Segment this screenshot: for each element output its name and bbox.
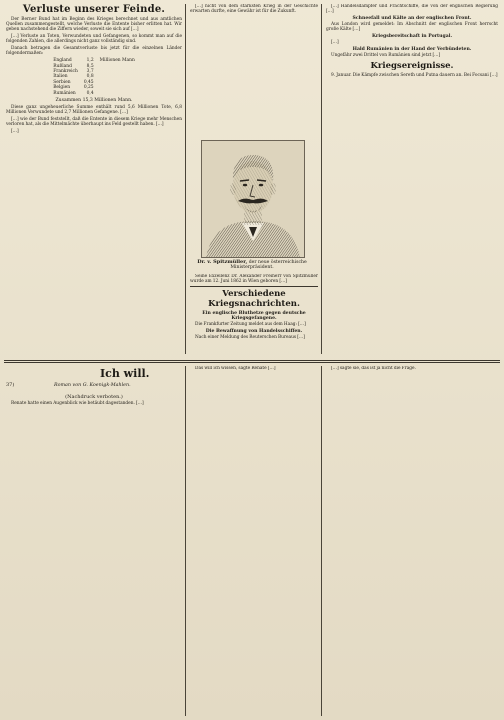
serial-column-3 <box>326 366 498 716</box>
article-paragraph: Der Berner Bund hat im Beginn des Krieges berechnet und aus amtlichen Quellen zusammengestellt, welche Verluste die Entente bisher erlitten hat. Wir geben nachstehend die Ziffern wieder, soweit sie sich auf […] <box>6 17 182 33</box>
article-paragraph: Ungefähr zwei Drittel von Rumänien sind jetzt […] <box>331 52 441 58</box>
losses-value: 0,8 <box>86 74 94 80</box>
column-divider <box>321 4 322 354</box>
portrait-engraving <box>202 141 304 257</box>
article-paragraph: Aus London wird gemeldet: Im Abschnitt der englischen Front herrscht große Kälte […] <box>326 22 498 33</box>
serial-text: Renate hatte einen Augenblick wie betäubt dagestanden. […] <box>11 401 144 406</box>
serial-text: […] sagte sie, das ist ja nicht die Frage. <box>331 366 416 371</box>
table-intro: Danach betragen die Gesamtverluste bis jetzt für die einzelnen Länder folgendermaßen: <box>6 46 182 57</box>
losses-unit <box>97 91 138 96</box>
left-column <box>6 4 182 354</box>
serial-byline: Roman von G. Koenigk-Mahlen. <box>54 383 131 388</box>
article-paragraph: 9. Januar. Die Kämpfe zwischen Sereth und Putna dauern an. Bei Focsani […] <box>331 73 498 78</box>
losses-country: England <box>53 58 72 64</box>
serial-column-1 <box>6 393 182 715</box>
serial-title: Ich will. <box>100 367 150 380</box>
subhead-snow-cold: Schneefall und Kälte an der englischen Front. <box>352 16 472 21</box>
center-column <box>190 4 318 136</box>
article-paragraph: […] <box>331 40 339 45</box>
losses-value: 8,5 <box>86 63 94 69</box>
subhead-portugal: Kriegsbereitschaft in Portugal. <box>371 34 453 39</box>
section-subtitle: Ein englische Bluthetze gegen deutsche Kriegsgefangene. <box>202 311 306 322</box>
losses-country: Belgien <box>53 85 71 91</box>
losses-value: 1,2 <box>86 58 94 64</box>
section-divider <box>190 286 318 287</box>
losses-country: Italien <box>53 74 68 80</box>
portrait-caption-text: der neue österreichische Ministerpräsident. <box>230 260 307 271</box>
serial-column-2 <box>190 366 318 716</box>
losses-unit: Millionen Mann <box>99 58 135 64</box>
losses-value: 0,4 <box>86 90 94 96</box>
article-paragraph: […] <box>11 129 19 135</box>
portrait-caption-name: Dr. v. Spitzmüller, <box>197 259 248 265</box>
losses-country: Rußland <box>53 63 72 69</box>
article-paragraph: […] nicht von dem stärksten Krieg in der Geschichte erwarten durfte, eine Gewähr ist für die Zukunft. <box>190 4 318 15</box>
losses-country: Rumänien <box>53 90 76 96</box>
column-divider <box>321 366 322 716</box>
right-column <box>326 4 498 354</box>
losses-row <box>50 91 138 96</box>
losses-country: Frankreich <box>53 69 78 75</box>
losses-value: 0,25 <box>83 85 94 91</box>
subhead-romania: Hald Rumänien in der Hand der Verbündeten. <box>352 46 472 52</box>
article-paragraph: Seine Exzellenz Dr. Alexander Freiherr von Spitzmüller wurde am 12. Juni 1862 in Wien geboren […] <box>190 274 318 285</box>
losses-row <box>50 58 138 63</box>
article-paragraph: Diese ganz ungeheuerliche Summe enthält rund 5,6 Millionen Tote, 6,8 Millionen Verwundete und 2,7 Millionen Gefangene. […] <box>6 105 182 116</box>
article-paragraph: […] Handelsdampfer und Frachtschiffe, die von der englischen Regierung […] <box>326 4 498 15</box>
portrait-caption <box>196 260 308 270</box>
section-title-war-news: Verschiedene Kriegsnachrichten. <box>208 289 300 310</box>
center-column-lower <box>190 274 318 356</box>
article-paragraph: Die Frankfurter Zeitung meldet aus dem Haag: […] <box>195 322 306 328</box>
losses-value: 0,45 <box>83 79 94 85</box>
article-paragraph: […] Verluste an Toten, Verwundeten und Gefangenen, so kommt man auf die folgenden Zahlen, die allerdings nicht ganz vollständig sind. <box>6 34 182 45</box>
column-divider <box>185 4 186 354</box>
losses-value: 3,7 <box>86 69 94 75</box>
subhead-armed-merchant-ships: Die Bewaffnung von Handelsschiffen. <box>205 329 303 335</box>
losses-country: Serbien <box>53 79 71 85</box>
section-title-war-events: Kriegsereignisse. <box>370 61 454 71</box>
column-divider <box>185 366 186 716</box>
serial-text: Das will ich wissen, sagte Renate […] <box>195 366 276 371</box>
serial-note: (Nachdruck verboten.) <box>65 394 123 400</box>
page-divider <box>4 360 500 361</box>
article-paragraph: Nach einer Meldung des Reuterschen Bureaus […] <box>195 335 305 341</box>
serial-number: 37) <box>6 382 15 388</box>
page-divider <box>4 362 500 363</box>
article-paragraph: […] wie der Bund feststellt, daß die Entente in diesem Kriege mehr Menschen verloren hat, als die Mittelmächte überhaupt ins Feld gestellt haben. […] <box>6 117 182 128</box>
losses-table <box>50 58 138 96</box>
losses-total: Zusammen 15,3 Millionen Mann. <box>55 98 133 104</box>
headline-enemy-losses: Verluste unserer Feinde. <box>22 4 166 15</box>
portrait-spitzmueller <box>201 140 305 258</box>
